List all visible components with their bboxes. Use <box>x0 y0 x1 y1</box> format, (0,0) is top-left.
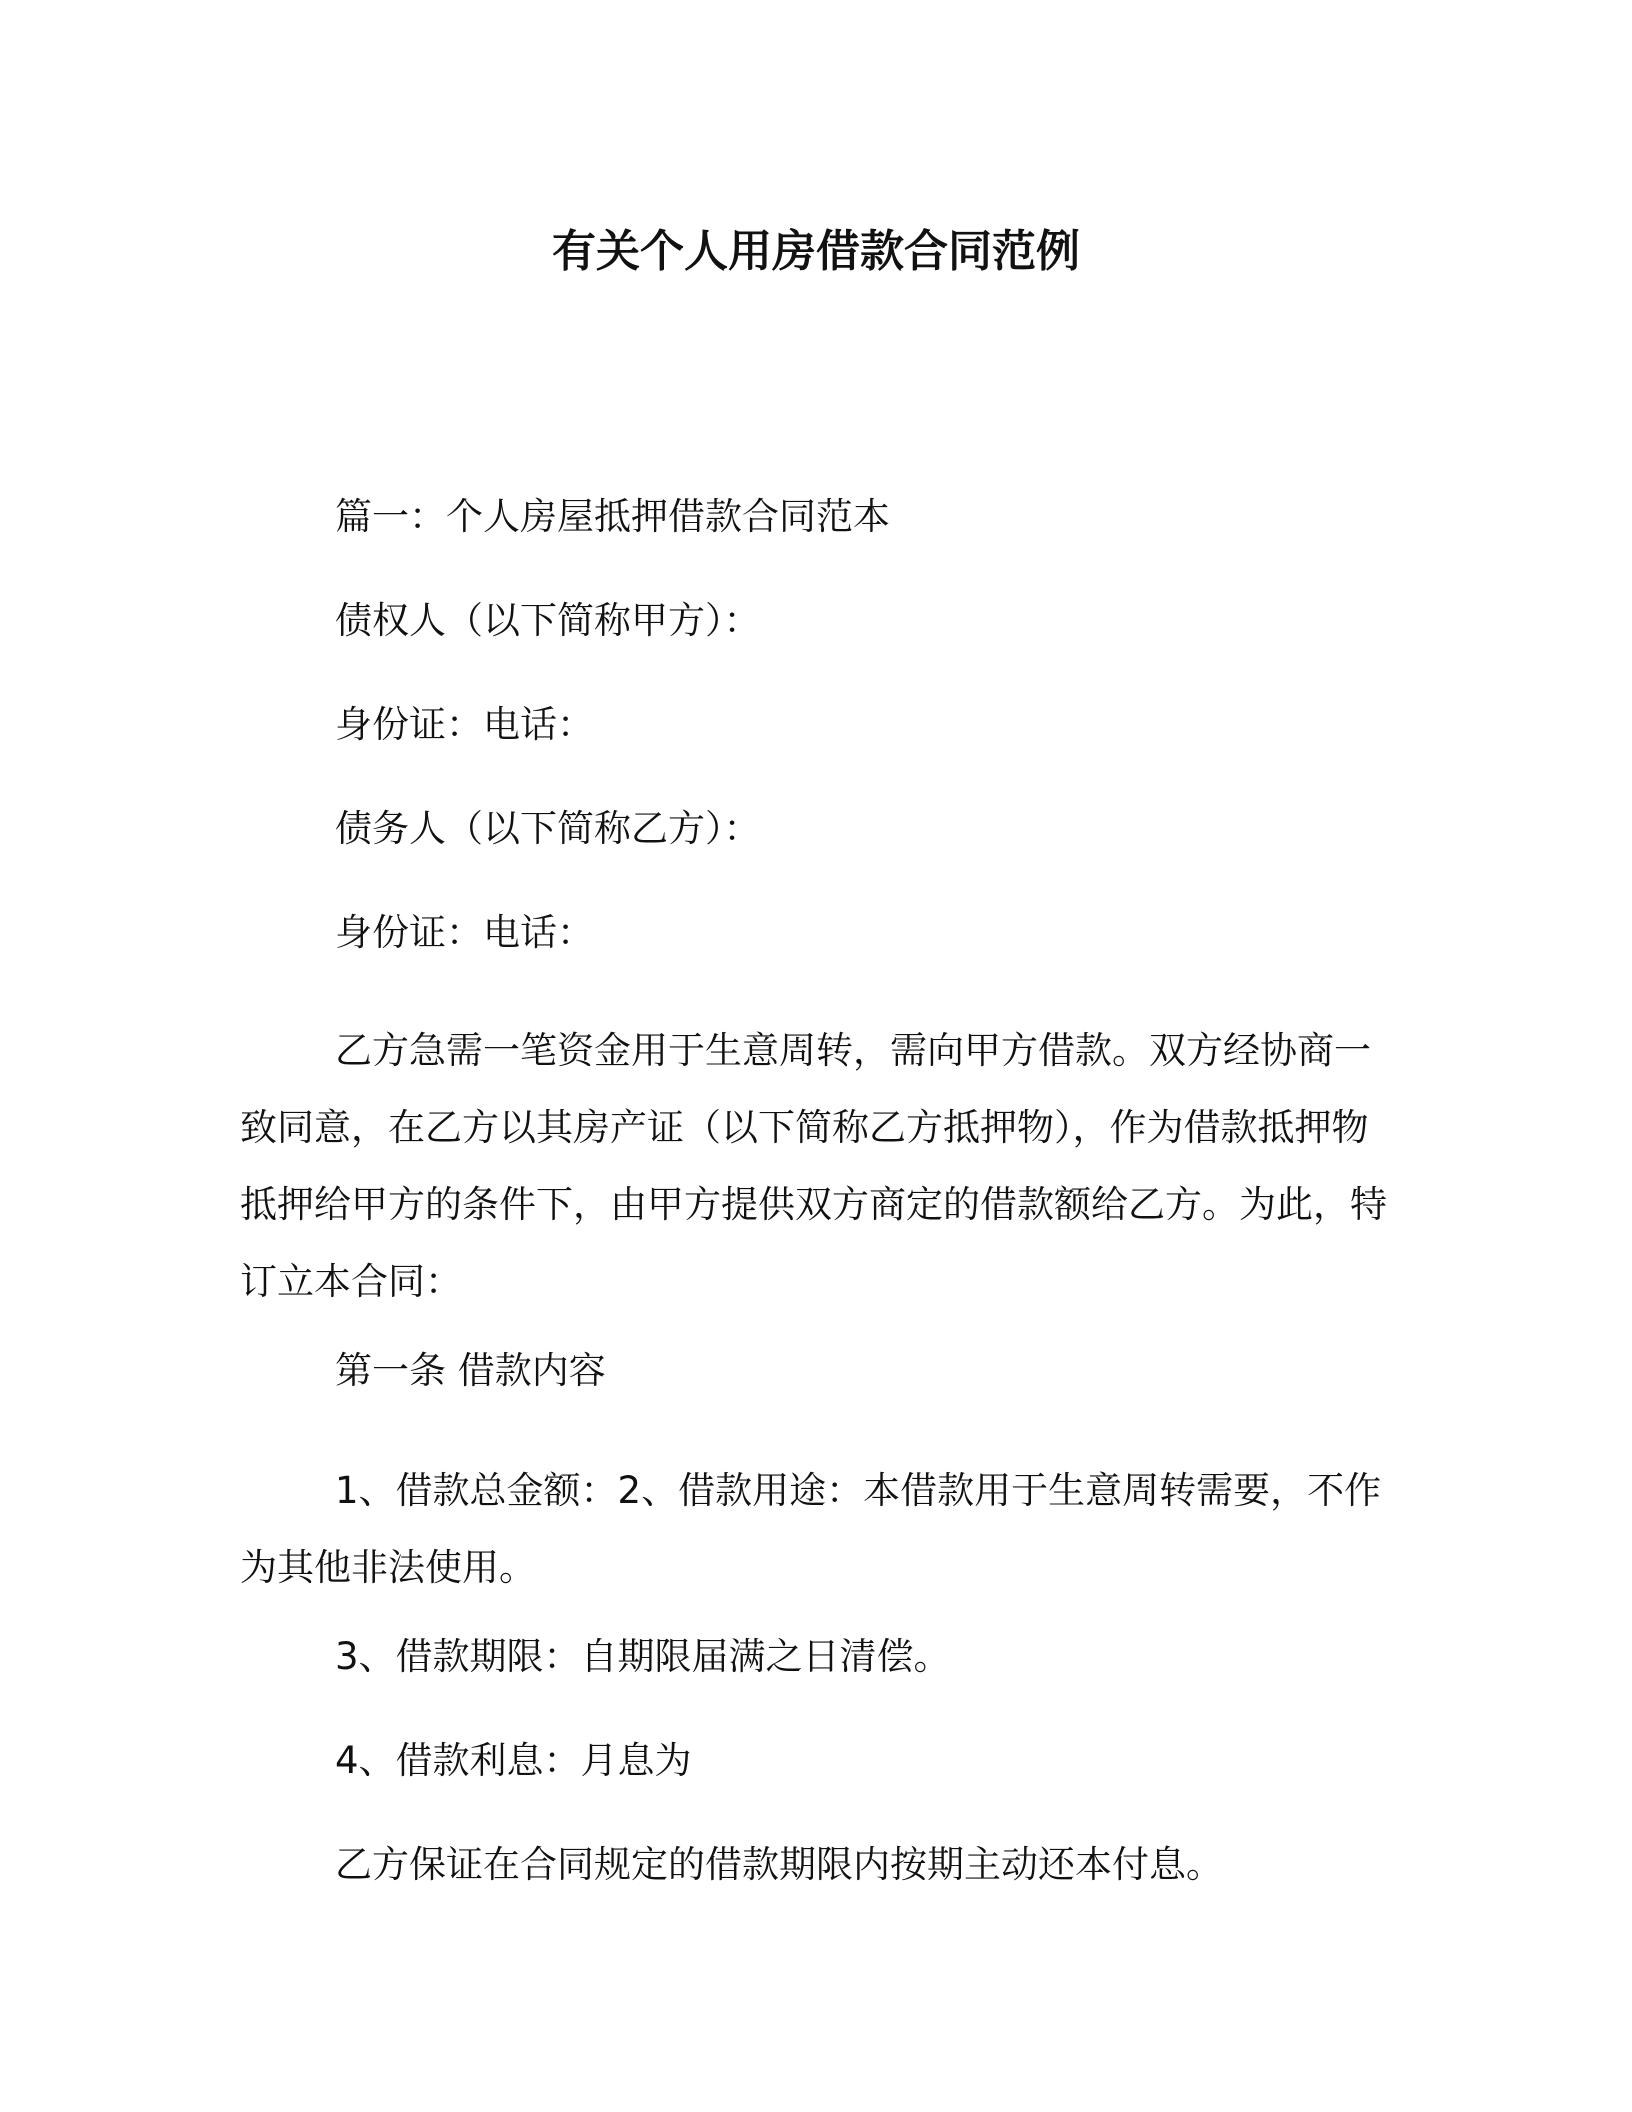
loan-item-3: 3、借款期限：自期限届满之日清偿。 <box>335 1635 951 1678</box>
closing-line: 乙方保证在合同规定的借款期限内按期主动还本付息。 <box>335 1843 1223 1886</box>
intro-paragraph: 乙方急需一笔资金用于生意周转，需向甲方借款。双方经协商一致同意，在乙方以其房产证（以下简称乙方抵押物），作为借款抵押物抵押给甲方的条件下，由甲方提供双方商定的借款额给乙方。为此，特订立本合同： <box>240 1029 1387 1303</box>
loan-item-4: 4、借款利息：月息为 <box>335 1739 692 1782</box>
article-1-heading: 第一条 借款内容 <box>335 1349 606 1392</box>
section-heading: 篇一：个人房屋抵押借款合同范本 <box>335 495 890 538</box>
debtor-id-phone-line: 身份证：电话： <box>335 911 594 954</box>
creditor-id-phone-line: 身份证：电话： <box>335 703 594 746</box>
debtor-line: 债务人（以下简称乙方）： <box>335 807 761 850</box>
loan-items-1-2: 1、借款总金额：2、借款用途：本借款用于生意周转需要，不作为其他非法使用。 <box>240 1469 1382 1589</box>
document-title: 有关个人用房借款合同范例 <box>552 226 1080 277</box>
creditor-line: 债权人（以下简称甲方）： <box>335 599 761 642</box>
